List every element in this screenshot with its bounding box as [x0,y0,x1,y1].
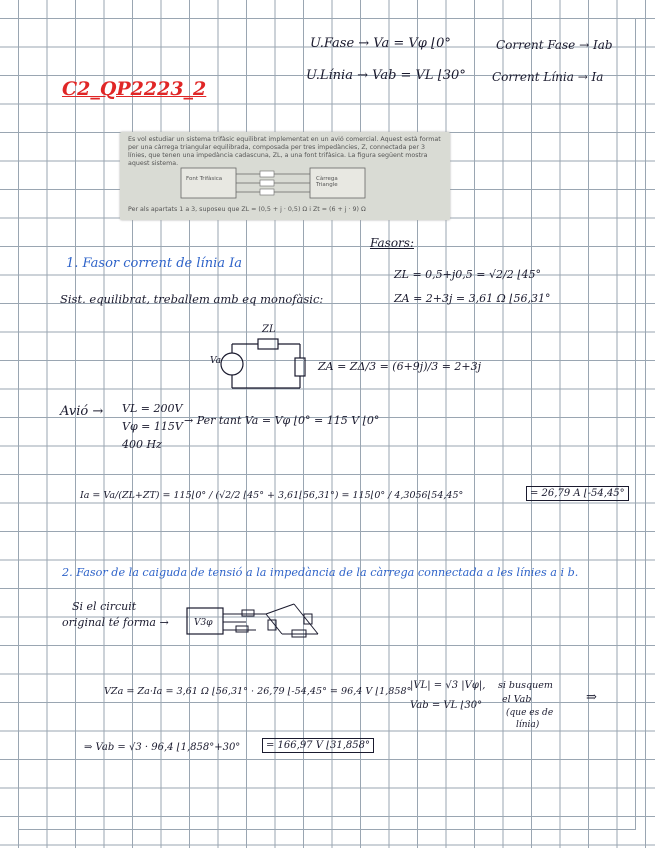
q2-circuit-intro-1: Si el circuit [72,600,137,613]
vza-equation: VZa = Za·Ia = 3,61 Ω ⌊56,31° · 26,79 ⌊-54,45° = 96,4 V ⌊1,858° [104,686,412,697]
busquem-3: (que es de [506,708,554,718]
vab-result: = 166,97 V ⌊31,858° [262,738,374,753]
vab-relation: Vab = VL ⌊30° [410,700,483,711]
avio-vl: VL = 200V [122,402,183,415]
problem-note: Per als apartats 1 a 3, suposeu que ZL = (0,5 + j · 0,5) Ω i Zt = (6 + j · 9) Ω [128,206,366,213]
corrent-linia-definition: Corrent Línia → Ia [492,70,604,84]
circuit-zl-label: ZL [262,324,276,335]
page-title: C2_QP2223_2 [62,78,207,100]
carrega-triangle-label: Càrrega Triangle [316,176,338,188]
ia-equation: Ia = Va/(ZL+ZT) = 115⌊0° / (√2/2 ⌊45° + 3,61⌊56,31°) = 115⌊0° / 4,3056⌊54,45° [80,490,464,501]
busquem-1: si busquem [498,680,553,691]
fasors-title: Fasors: [370,236,414,250]
circuit-va-label: Va [210,356,222,366]
corrent-fase-definition: Corrent Fase → Iab [496,38,613,52]
fasor-za: ZA = 2+3j = 3,61 Ω ⌊56,31° [394,292,551,305]
implies-arrow: ⇒ [586,690,597,705]
q2-circuit-intro-2: original té forma → [62,616,169,629]
busquem-2: el Vab [502,694,532,705]
vab-equation: ⇒ Vab = √3 · 96,4 ⌊1,858°+30° [84,742,241,753]
font-trifasica-label: Font Trifàsica [186,176,223,182]
ia-result: = 26,79 A ⌊-54,45° [526,486,629,501]
q1-title: 1. Fasor corrent de línia Ia [66,256,242,271]
vl-relation: |VL| = √3 |Vφ|, [410,680,486,691]
v3phi-label: V3φ [194,618,213,628]
busquem-4: línia) [516,720,540,730]
problem-statement-text: Es vol estudiar un sistema trifàsic equilibrat implementat en un avió comercial. Aquest està format per una càrrega triangular equilibrada, composada per tres impedàncies, Z, connectada per 3 línies, que tenen una impedància cadascuna, ZL, a una font trifàsica. La figura següent mostra aquest sistema. [128,136,441,167]
fasor-zl: ZL = 0,5+j0,5 = √2/2 ⌊45° [394,268,541,281]
fase-definition: U.Fase → Va = Vφ ⌊0° [310,36,451,51]
za-equivalent: ZA = ZΔ/3 = (6+9j)/3 = 2+3j [318,360,482,373]
linia-definition: U.Línia → Vab = VL ⌊30° [306,68,466,83]
avio-vphi: Vφ = 115V [122,420,183,433]
per-tant-va: → Per tant Va = Vφ ⌊0° = 115 V ⌊0° [184,414,380,427]
problem-statement-image [120,132,450,220]
avio-label: Avió → [60,404,104,419]
avio-frequency: 400 Hz [122,438,162,451]
q1-intro: Sist. equilibrat, treballem amb eq monofàsic: [60,292,324,306]
q2-title: 2. Fasor de la caiguda de tensió a la impedància de la càrrega connectada a les línies a i b. [62,566,579,579]
